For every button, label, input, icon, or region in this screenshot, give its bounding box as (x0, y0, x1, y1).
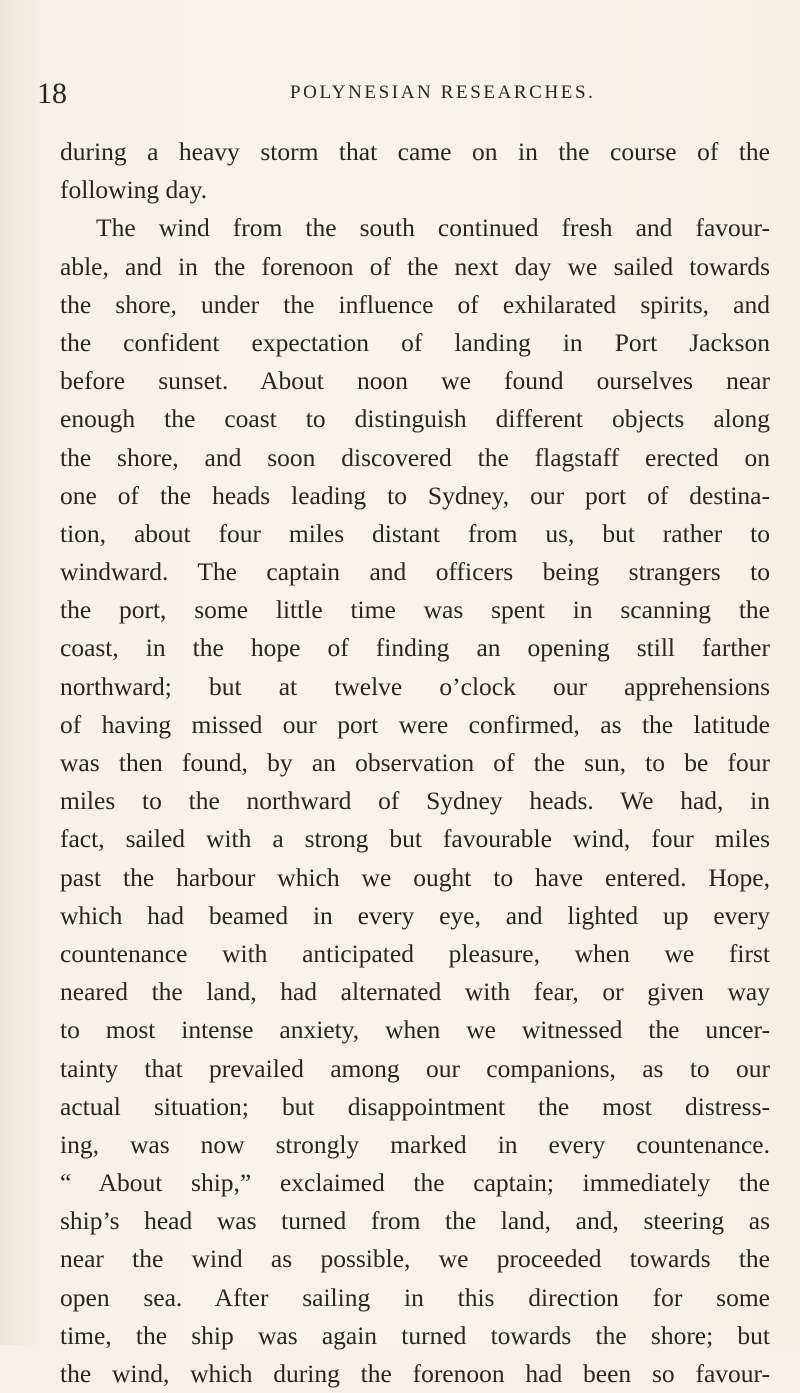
text-line: windward. The captain and officers being strangers to (60, 557, 770, 587)
text-line: fact, sailed with a strong but favourable wind, four miles (60, 824, 770, 854)
text-line: was then found, by an observation of the sun, to be four (60, 748, 770, 777)
text-line: the shore, and soon discovered the flagstaff erected on (60, 442, 770, 472)
text-line: open sea. After sailing in this direction for some (60, 1282, 770, 1312)
text-line: time, the ship was again turned towards the shore; but (60, 1320, 770, 1350)
text-line: neared the land, had alternated with fear, or given way (60, 977, 770, 1007)
text-line: to most intense anxiety, when we witnessed the uncer- (60, 1015, 770, 1045)
text-line: coast, in the hope of finding an opening still farther (60, 633, 770, 663)
text-line: the confident expectation of landing in Port Jackson (60, 327, 770, 357)
text-line: the shore, under the influence of exhilarated spirits, and (60, 289, 770, 319)
text-line: the wind, which during the forenoon had been so favour- (60, 1359, 770, 1388)
text-line: enough the coast to distinguish different objects along (60, 404, 770, 434)
text-line: the port, some little time was spent in scanning the (60, 595, 770, 625)
text-line: ship’s head was turned from the land, and, steering as (60, 1206, 770, 1236)
text-line: ing, was now strongly marked in every countenance. (60, 1129, 770, 1159)
text-line: able, and in the forenoon of the next day we sailed towards (60, 251, 770, 281)
text-line: northward; but at twelve o’clock our apprehensions (60, 671, 770, 701)
text-line: past the harbour which we ought to have entered. Hope, (60, 862, 770, 892)
text-line: near the wind as possible, we proceeded towards the (60, 1244, 770, 1274)
text-line: tainty that prevailed among our companions, as to our (60, 1053, 770, 1083)
text-line: before sunset. About noon we found ourselves near (60, 366, 770, 396)
text-line: during a heavy storm that came on in the course of the (60, 137, 770, 166)
body-text (60, 133, 770, 1393)
page-header (0, 74, 800, 114)
running-head: POLYNESIAN RESEARCHES. (290, 82, 596, 103)
page-number: 18 (37, 77, 67, 110)
text-line: actual situation; but disappointment the most distress- (60, 1091, 770, 1121)
text-line: which had beamed in every eye, and lighted up every (60, 900, 770, 930)
text-line: countenance with anticipated pleasure, when we first (60, 938, 770, 968)
text-line: one of the heads leading to Sydney, our port of destina- (60, 480, 770, 510)
text-line: of having missed our port were confirmed, as the latitude (60, 709, 770, 739)
text-line: The wind from the south continued fresh and favour- (96, 213, 770, 243)
text-line: “ About ship,” exclaimed the captain; immediately the (60, 1168, 770, 1198)
text-line: following day. (60, 175, 208, 205)
text-line: miles to the northward of Sydney heads. We had, in (60, 786, 770, 816)
text-line: tion, about four miles distant from us, but rather to (60, 518, 770, 548)
